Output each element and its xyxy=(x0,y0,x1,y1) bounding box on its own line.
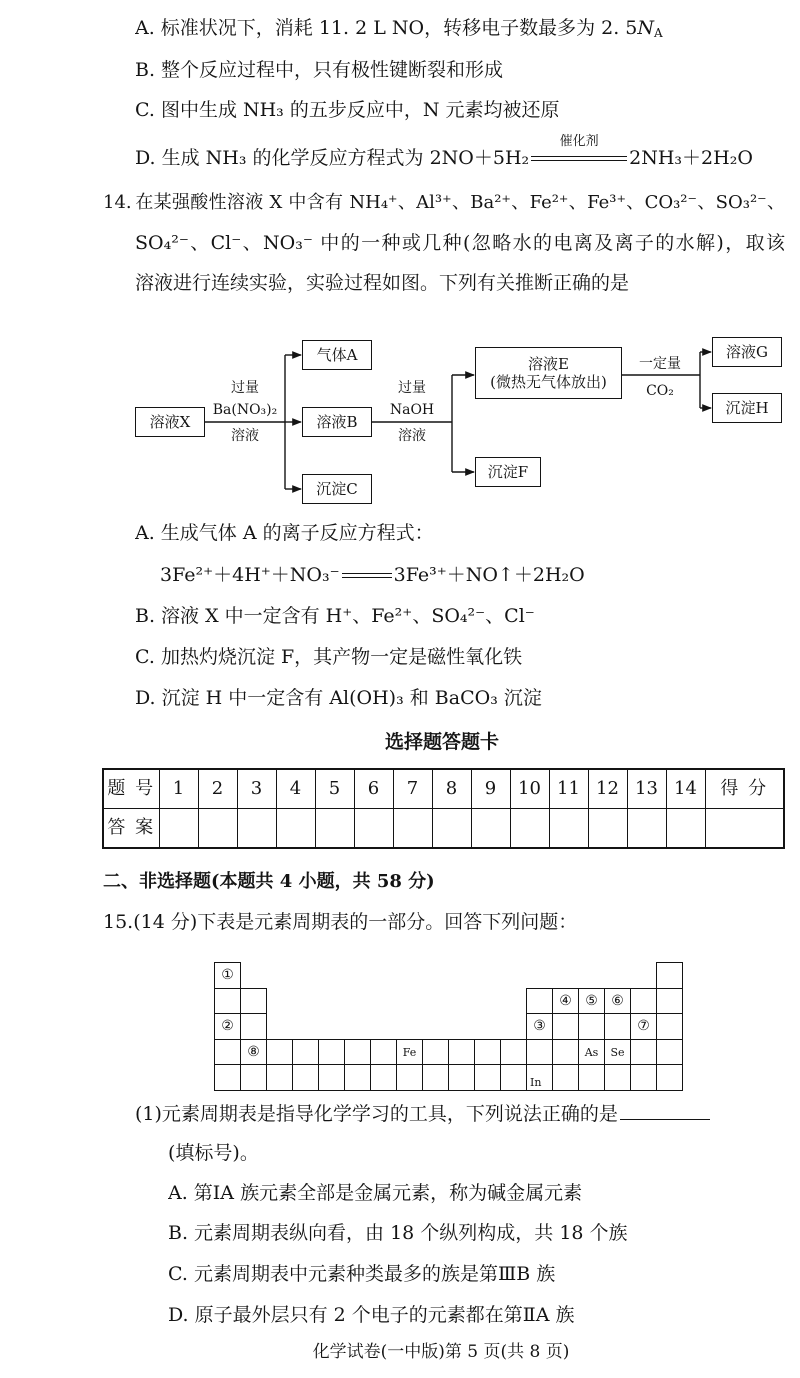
box-precipitate-h xyxy=(712,393,782,423)
answer-cell xyxy=(627,809,666,849)
box-note: (微热无气体放出) xyxy=(490,373,607,391)
section-heading: 二、非选择题(本题共 4 小题，共 58 分) xyxy=(103,871,435,892)
box-label: 气体A xyxy=(316,346,358,364)
box-label: 沉淀H xyxy=(725,399,769,417)
pt-cell xyxy=(214,962,241,989)
step1-label-reagent: Ba(NO₃)₂ xyxy=(212,402,278,418)
flowchart-connectors xyxy=(0,320,800,520)
question-number-cell: 8 xyxy=(432,769,471,809)
pt-cell xyxy=(656,1039,683,1066)
pt-cell xyxy=(344,1039,371,1066)
pt-cell xyxy=(604,988,631,1015)
answer-cell xyxy=(276,809,315,849)
pt-cell xyxy=(396,1064,423,1091)
pt-cell xyxy=(370,1064,397,1091)
row-label: 题 号 xyxy=(103,769,159,809)
pt-cell xyxy=(630,1013,657,1040)
box-label: 沉淀F xyxy=(487,463,529,481)
q14-stem-line-1 xyxy=(103,189,785,217)
pt-cell xyxy=(552,1064,579,1091)
element-marker: ③ xyxy=(533,1018,546,1035)
answer-cell xyxy=(471,809,510,849)
pt-cell xyxy=(526,1039,553,1066)
pt-cell xyxy=(240,1013,267,1040)
pt-cell xyxy=(370,1039,397,1066)
q15-sub1-option-c: C. 元素周期表中元素种类最多的族是第ⅢB 族 xyxy=(168,1263,556,1285)
question-number-cell: 4 xyxy=(276,769,315,809)
step1-label-form: 溶液 xyxy=(231,428,259,444)
element-symbol: Fe xyxy=(402,1045,417,1059)
q15-sub1-hint: (填标号)。 xyxy=(168,1142,259,1164)
element-marker: ⑦ xyxy=(637,1018,650,1035)
pt-cell xyxy=(448,1039,475,1066)
question-number-cell: 9 xyxy=(471,769,510,809)
pt-cell xyxy=(604,1039,631,1066)
box-solution-e xyxy=(475,347,622,399)
pt-cell xyxy=(552,1013,579,1040)
reaction-condition: 催化剂 xyxy=(559,134,599,149)
q13-option-c: C. 图中生成 NH₃ 的五步反应中，N 元素均被还原 xyxy=(135,99,560,121)
question-number-cell: 10 xyxy=(510,769,549,809)
box-label: 溶液G xyxy=(726,343,768,361)
pt-cell xyxy=(656,988,683,1015)
answer-card-title: 选择题答题卡 xyxy=(384,731,499,753)
pt-cell xyxy=(552,1039,579,1066)
answer-cell xyxy=(549,809,588,849)
avogadro-symbol: N xyxy=(637,17,655,39)
pt-cell xyxy=(422,1039,449,1066)
row-label: 答 案 xyxy=(103,809,159,849)
element-symbol: As xyxy=(584,1045,599,1059)
element-symbol: In xyxy=(530,1075,542,1089)
pt-cell xyxy=(630,988,657,1015)
step2-label-reagent: NaOH xyxy=(389,402,435,418)
avogadro-subscript: A xyxy=(654,26,663,40)
question-number-cell: 6 xyxy=(354,769,393,809)
step3-label-amount: 一定量 xyxy=(639,356,681,372)
box-gas-a xyxy=(302,340,372,370)
pt-cell xyxy=(526,1064,553,1091)
q15-sub1-option-a: A. 第ⅠA 族元素全部是金属元素，称为碱金属元素 xyxy=(168,1182,583,1204)
q14-option-a: A. 生成气体 A 的离子反应方程式： xyxy=(135,522,434,544)
pt-cell xyxy=(656,1064,683,1091)
answer-cell xyxy=(666,809,705,849)
pt-cell xyxy=(292,1064,319,1091)
question-number-cell: 2 xyxy=(198,769,237,809)
answer-cell xyxy=(588,809,627,849)
step2-label-form: 溶液 xyxy=(398,428,426,444)
q15-stem: 15.(14 分)下表是元素周期表的一部分。回答下列问题： xyxy=(103,911,578,933)
answer-cell xyxy=(315,809,354,849)
reaction-equals-sign xyxy=(340,561,394,589)
step1-label-amount: 过量 xyxy=(231,380,259,396)
element-symbol: Se xyxy=(610,1045,625,1059)
answer-cell xyxy=(198,809,237,849)
pt-cell xyxy=(578,1013,605,1040)
box-precipitate-c xyxy=(302,474,372,504)
pt-cell xyxy=(604,1064,631,1091)
pt-cell xyxy=(552,988,579,1015)
answer-cell xyxy=(432,809,471,849)
q14-stem-text: 在某强酸性溶液 X 中含有 NH₄⁺、Al³⁺、Ba²⁺、Fe²⁺、Fe³⁺、CO₃²⁻、SO₃²⁻、 xyxy=(135,192,785,213)
pt-cell xyxy=(630,1039,657,1066)
question-number-cell: 3 xyxy=(237,769,276,809)
q15-sub1-text: (1)元素周期表是指导化学学习的工具，下列说法正确的是 xyxy=(135,1103,618,1125)
question-number-cell: 5 xyxy=(315,769,354,809)
q14-option-a-equation xyxy=(160,561,785,589)
periodic-table-fragment xyxy=(214,962,683,1091)
pt-cell xyxy=(578,1039,605,1066)
answer-cell xyxy=(159,809,198,849)
pt-cell xyxy=(214,1013,241,1040)
question-number-row xyxy=(103,769,784,809)
answer-card-table xyxy=(102,768,785,849)
pt-cell xyxy=(604,1013,631,1040)
q13-option-a xyxy=(135,14,785,42)
pt-cell xyxy=(396,1039,423,1066)
box-solution-g xyxy=(712,337,782,367)
box-label: 溶液E xyxy=(528,355,569,373)
pt-cell xyxy=(266,1039,293,1066)
pt-cell xyxy=(578,988,605,1015)
step2-label-amount: 过量 xyxy=(398,380,426,396)
pt-cell xyxy=(526,988,553,1015)
pt-cell xyxy=(448,1064,475,1091)
element-marker: ① xyxy=(221,967,234,984)
element-marker: ⑤ xyxy=(585,992,598,1009)
q13-option-a-text: A. 标准状况下，消耗 11. 2 L NO，转移电子数最多为 2. 5 xyxy=(135,17,638,39)
pt-cell xyxy=(526,1013,553,1040)
question-number-cell: 1 xyxy=(159,769,198,809)
score-cell xyxy=(705,809,784,849)
reaction-equals-sign xyxy=(529,134,629,172)
pt-cell xyxy=(500,1064,527,1091)
question-number-cell: 14 xyxy=(666,769,705,809)
question-number-cell: 12 xyxy=(588,769,627,809)
q14-option-d: D. 沉淀 H 中一定含有 Al(OH)₃ 和 BaCO₃ 沉淀 xyxy=(135,687,542,709)
pt-cell xyxy=(240,1064,267,1091)
pt-cell xyxy=(422,1064,449,1091)
question-number: 14. xyxy=(103,192,132,213)
box-solution-b xyxy=(302,407,372,437)
pt-cell xyxy=(214,988,241,1015)
q13-option-d xyxy=(135,128,785,172)
box-label: 沉淀C xyxy=(316,480,358,498)
answer-cell xyxy=(354,809,393,849)
element-marker: ④ xyxy=(559,992,572,1009)
pt-cell xyxy=(474,1039,501,1066)
question-number-cell: 7 xyxy=(393,769,432,809)
q14-stem-line-3: 溶液进行连续实验，实验过程如图。下列有关推断正确的是 xyxy=(135,272,630,294)
q13-option-b: B. 整个反应过程中，只有极性键断裂和形成 xyxy=(135,59,504,81)
pt-cell xyxy=(266,1064,293,1091)
q14-option-c: C. 加热灼烧沉淀 F，其产物一定是磁性氧化铁 xyxy=(135,646,523,668)
pt-cell xyxy=(474,1064,501,1091)
q14-stem-line-2: SO₄²⁻、Cl⁻、NO₃⁻ 中的一种或几种(忽略水的电离及离子的水解)，取该 xyxy=(135,232,785,254)
pt-cell xyxy=(292,1039,319,1066)
pt-cell xyxy=(240,1039,267,1066)
pt-cell xyxy=(318,1039,345,1066)
pt-cell xyxy=(630,1064,657,1091)
answer-cell xyxy=(237,809,276,849)
box-precipitate-f xyxy=(475,457,541,487)
q13-option-d-reactants: D. 生成 NH₃ 的化学反应方程式为 2NO＋5H₂ xyxy=(135,147,530,169)
element-marker: ⑧ xyxy=(247,1044,260,1061)
experiment-flowchart xyxy=(0,320,800,520)
q15-sub1-option-b: B. 元素周期表纵向看，由 18 个纵列构成，共 18 个族 xyxy=(168,1222,628,1244)
answer-row xyxy=(103,809,784,849)
box-solution-x xyxy=(135,407,205,437)
q15-sub1-option-d: D. 原子最外层只有 2 个电子的元素都在第ⅡA 族 xyxy=(168,1304,575,1326)
answer-cell xyxy=(393,809,432,849)
element-marker: ⑥ xyxy=(611,992,624,1009)
page-footer: 化学试卷(一中版)第 5 页(共 8 页) xyxy=(312,1342,570,1362)
pt-cell xyxy=(240,988,267,1015)
box-label: 溶液X xyxy=(149,413,191,431)
element-marker: ② xyxy=(221,1018,234,1035)
equation-products: 3Fe³⁺＋NO↑＋2H₂O xyxy=(393,564,585,586)
step3-label-reagent: CO₂ xyxy=(646,383,674,399)
pt-cell xyxy=(656,1013,683,1040)
q13-option-d-products: 2NH₃＋2H₂O xyxy=(629,147,753,169)
pt-cell xyxy=(656,962,683,989)
score-label: 得 分 xyxy=(705,769,784,809)
pt-cell xyxy=(500,1039,527,1066)
q15-sub1-stem xyxy=(135,1099,785,1127)
answer-blank xyxy=(620,1099,710,1120)
pt-cell xyxy=(214,1064,241,1091)
q14-option-b: B. 溶液 X 中一定含有 H⁺、Fe²⁺、SO₄²⁻、Cl⁻ xyxy=(135,605,535,627)
pt-cell xyxy=(344,1064,371,1091)
pt-cell xyxy=(578,1064,605,1091)
answer-cell xyxy=(510,809,549,849)
pt-cell xyxy=(318,1064,345,1091)
question-number-cell: 13 xyxy=(627,769,666,809)
pt-cell xyxy=(214,1039,241,1066)
box-label: 溶液B xyxy=(316,413,358,431)
question-number-cell: 11 xyxy=(549,769,588,809)
equation-reactants: 3Fe²⁺＋4H⁺＋NO₃⁻ xyxy=(160,564,340,586)
